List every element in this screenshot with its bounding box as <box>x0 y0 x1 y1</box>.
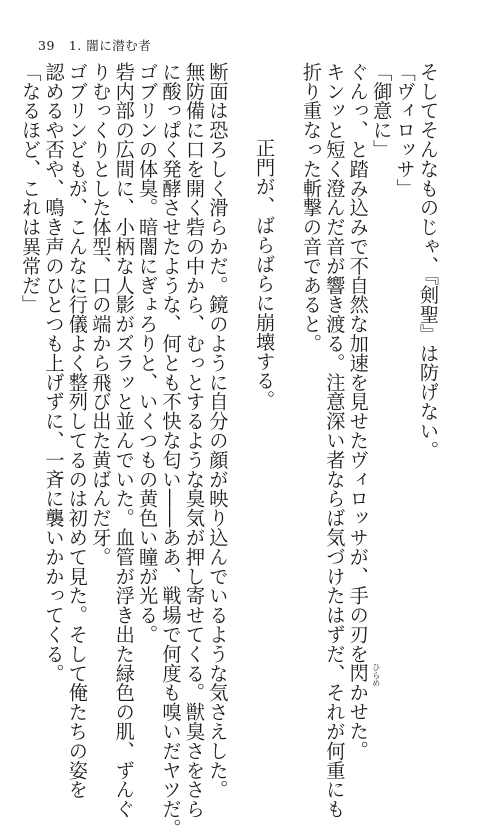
text-line: ゴブリンの体臭。暗闇にぎょろりと、いくつもの黄色い瞳が光る。 <box>136 62 160 644</box>
vertical-body-text <box>19 62 440 838</box>
text-line: キンッと短く澄んだ音が響き渡る。注意深い者ならば気づけたはずだ、それが何重にも <box>323 62 347 819</box>
text-line: に酸っぱく発酵させたような、何とも不快な匂い――ああ、戦場で何度も嗅いだヤツだ。 <box>159 62 183 838</box>
text-line: ゴブリンどもが、こんなに行儀よく整列してるのは初めて見た。そして俺たちの姿を <box>65 62 89 800</box>
text-line: 折り重なった斬撃の音であると。 <box>299 62 323 353</box>
blank-line <box>229 62 252 677</box>
text-line: そしてそんなものじゃ、『剣聖』は防げない。 <box>417 62 440 460</box>
ruby-reading: ひらめ <box>371 663 381 688</box>
text-line: 正門が、ばらばらに崩壊する。 <box>253 138 277 410</box>
text-line: りむっくりとした体型、口の端から飛び出た黄ばんだ牙。 <box>89 62 113 567</box>
text-line: 無防備に口を開く砦の中から、むっとするような臭気が押し寄せてくる。獣臭さをさら <box>182 62 206 819</box>
blank-line <box>276 62 299 677</box>
running-header <box>38 36 151 54</box>
text-line: 断面は恐ろしく滑らかだ。鏡のように自分の顔が映り込んでいるような気さえした。 <box>206 62 230 800</box>
ruby-base: 閃かせた。 <box>346 663 370 761</box>
page-number: 39 <box>38 38 55 53</box>
text-line: 「なるほど、これは異常だ」 <box>19 62 43 315</box>
text-line: 砦内部の広間に、小柄な人影がズラッと並んでいた。血管が浮き出た緑色の肌、ずんぐ <box>112 62 136 819</box>
text-line-part: ぐんっ、と踏み込みで不自然な加速を見せたヴィロッサが、手の刃を <box>346 62 370 664</box>
text-line <box>346 62 381 761</box>
text-line: 「御意に」 <box>370 62 394 159</box>
text-line: 認めるや否や、鳴き声のひとつも上げずに、一斉に襲いかかってくる。 <box>42 62 66 683</box>
ruby-word <box>346 663 381 761</box>
text-line: 「ヴィロッサ」 <box>393 62 417 198</box>
chapter-title: 1. 闇に潜む者 <box>68 38 152 53</box>
